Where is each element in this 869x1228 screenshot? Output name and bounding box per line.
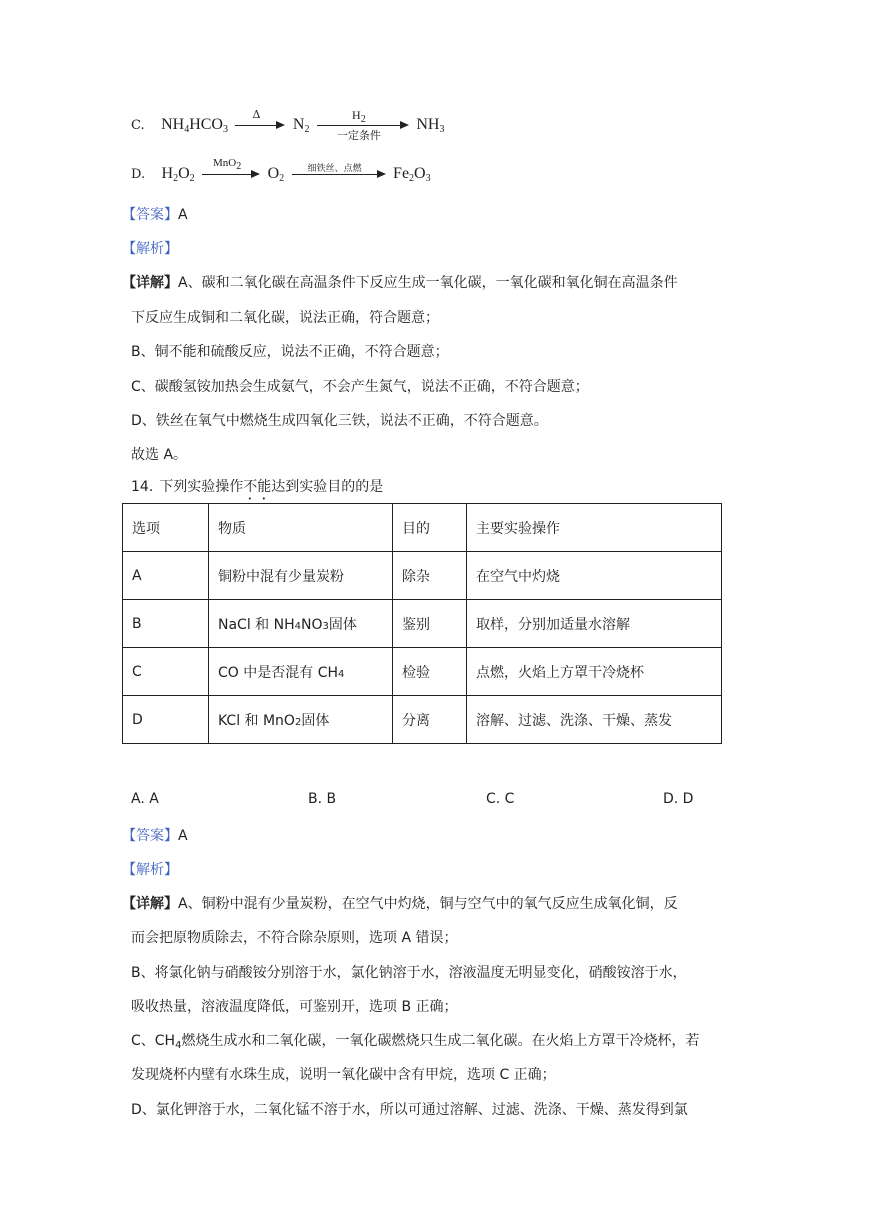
choice-c: C. C	[486, 791, 515, 807]
cell-substance: NaCl 和 NH4NO3固体	[209, 600, 393, 648]
final-product-formula: $Fe_2O_3$	[393, 165, 431, 184]
table-header-row	[123, 504, 722, 552]
q13-analysis-tag: 【解析】	[122, 241, 178, 257]
final-product-formula: $NH_3$	[416, 116, 445, 135]
cell-option: D	[123, 696, 209, 744]
table-row	[123, 600, 722, 648]
table-row	[123, 696, 722, 744]
reaction-arrow: MnO$_2$	[202, 159, 260, 189]
q14-detail-line: C、$CH_4$燃烧生成水和二氧化碳，一氧化碳燃烧只生成二氧化碳。在火焰上方罩干冷烧杯，若	[131, 1033, 700, 1051]
cell-substance: 铜粉中混有少量炭粉	[209, 552, 393, 600]
choice-b: B. B	[308, 791, 337, 807]
q13-detail-line: 下反应生成铜和二氧化碳，说法正确，符合题意；	[131, 310, 439, 326]
q14-answer: 【答案】A	[122, 828, 188, 844]
choice-d: D. D	[663, 791, 694, 807]
experiment-table	[122, 503, 722, 744]
q14-analysis-tag: 【解析】	[122, 862, 178, 878]
option-c-equation	[131, 110, 444, 140]
cell-option: C	[123, 648, 209, 696]
header-operation: 主要实验操作	[467, 504, 722, 552]
cell-purpose: 鉴别	[393, 600, 467, 648]
cell-option: B	[123, 600, 209, 648]
reaction-arrow: Δ	[235, 110, 285, 140]
table-row	[123, 552, 722, 600]
option-d-equation	[131, 159, 431, 189]
cell-purpose: 除杂	[393, 552, 467, 600]
cell-operation: 溶解、过滤、洗涤、干燥、蒸发	[467, 696, 722, 744]
cell-purpose: 检验	[393, 648, 467, 696]
option-label: C.	[131, 118, 145, 133]
q14-stem: 14. 下列实验操作不能达到实验目的的是	[131, 479, 384, 495]
header-option: 选项	[123, 504, 209, 552]
cell-option: A	[123, 552, 209, 600]
cell-operation: 点燃，火焰上方罩干冷烧杯	[467, 648, 722, 696]
option-label: D.	[131, 167, 146, 182]
cell-purpose: 分离	[393, 696, 467, 744]
q13-detail-line: 故选 A。	[131, 447, 188, 463]
reactant-formula: $NH_4HCO_3$	[161, 116, 228, 135]
header-purpose: 目的	[393, 504, 467, 552]
cell-operation: 取样，分别加适量水溶解	[467, 600, 722, 648]
product-formula: $N_2$	[292, 116, 310, 135]
q13-detail-line: C、碳酸氢铵加热会生成氨气，不会产生氮气，说法不正确，不符合题意；	[131, 379, 589, 395]
q13-answer: 【答案】A	[122, 207, 188, 223]
q13-detail-line: D、铁丝在氧气中燃烧生成四氧化三铁，说法不正确，不符合题意。	[131, 413, 548, 429]
q14-detail-line: D、氯化钾溶于水，二氧化锰不溶于水，所以可通过溶解、过滤、洗涤、干燥、蒸发得到氯	[131, 1102, 688, 1118]
table-row	[123, 648, 722, 696]
q14-detail-line: 【详解】A、铜粉中混有少量炭粉，在空气中灼烧，铜与空气中的氧气反应生成氧化铜，反	[122, 896, 678, 912]
reactant-formula: $H_2O_2$	[161, 165, 195, 184]
q14-detail-line: 发现烧杯内壁有水珠生成，说明一氧化碳中含有甲烷，选项 C 正确；	[131, 1067, 556, 1083]
header-substance: 物质	[209, 504, 393, 552]
reaction-arrow-condition: 细铁丝、点燃	[292, 159, 386, 189]
product-formula: $O_2$	[267, 165, 285, 184]
q13-detail-line: B、铜不能和硫酸反应，说法不正确，不符合题意；	[131, 344, 449, 360]
reaction-arrow-condition: $H_2$ 一定条件	[317, 110, 409, 140]
cell-substance: KCl 和 MnO2固体	[209, 696, 393, 744]
q14-detail-line: 而会把原物质除去，不符合除杂原则，选项 A 错误；	[131, 930, 458, 946]
q14-detail-line: B、将氯化钠与硝酸铵分别溶于水，氯化钠溶于水，溶液温度无明显变化，硝酸铵溶于水，	[131, 965, 687, 981]
q13-detail-line: 【详解】A、碳和二氧化碳在高温条件下反应生成一氧化碳，一氧化碳和氧化铜在高温条件	[122, 275, 678, 291]
choice-a: A. A	[131, 791, 159, 807]
cell-operation: 在空气中灼烧	[467, 552, 722, 600]
q14-detail-line: 吸收热量，溶液温度降低，可鉴别开，选项 B 正确；	[131, 999, 458, 1015]
cell-substance: CO 中是否混有 CH4	[209, 648, 393, 696]
